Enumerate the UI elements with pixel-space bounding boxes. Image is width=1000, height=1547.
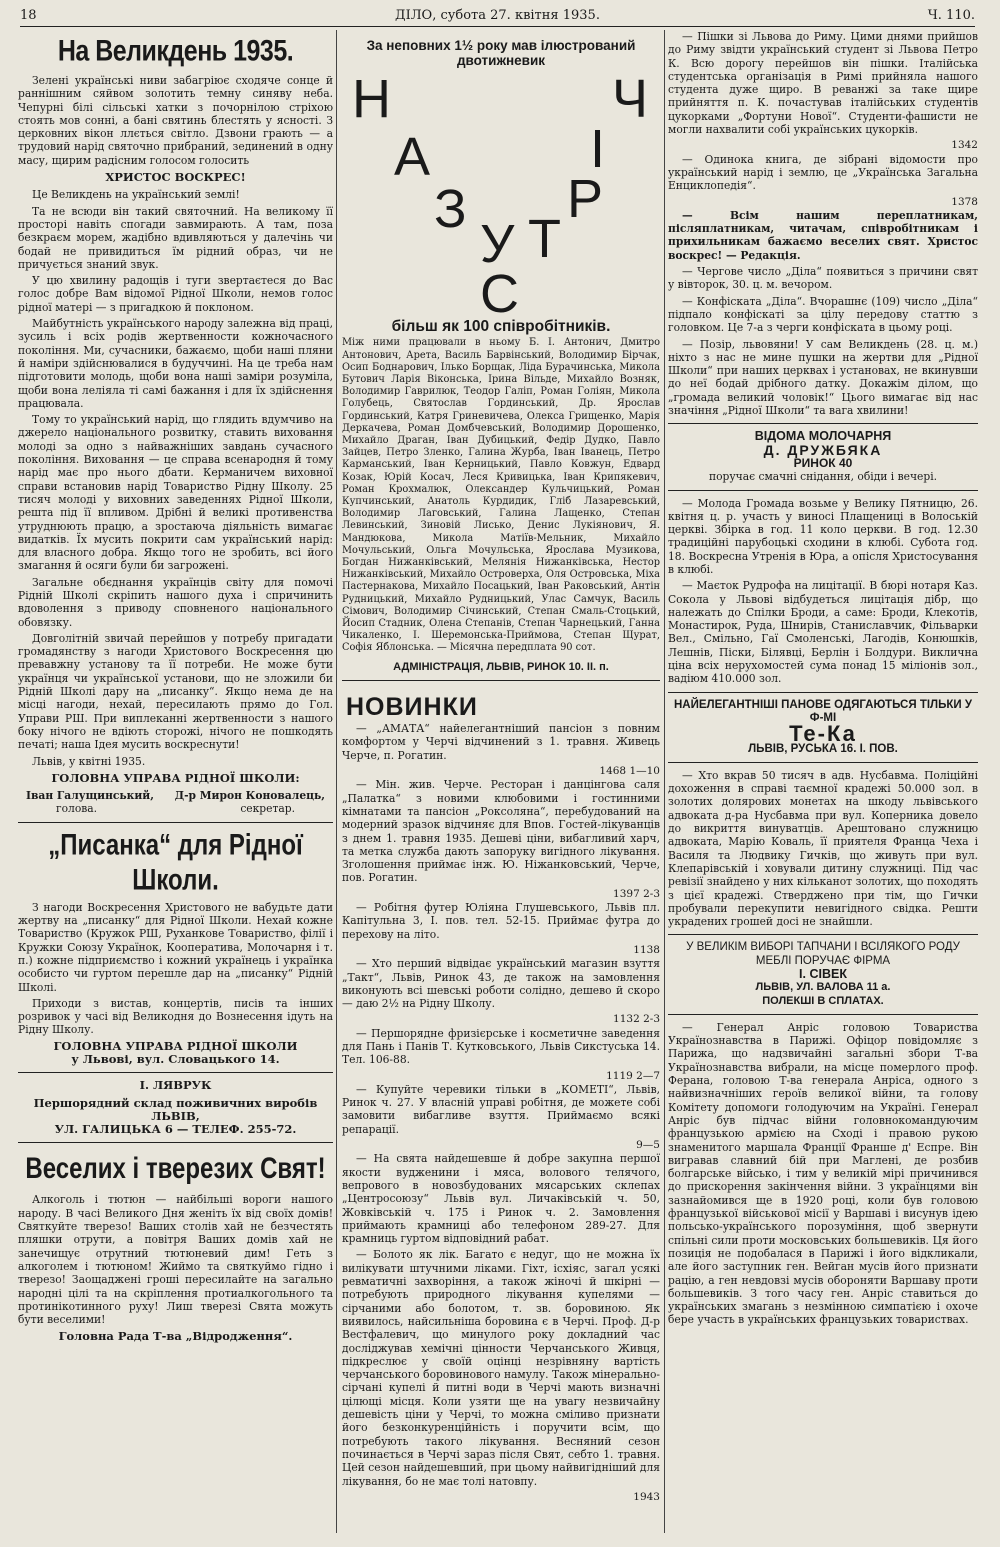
title-letter: Ч [612,69,648,129]
paragraph: Тому то український нарід, що глядить вдумчиво на джерело національного розвитку, ставить виховання молоді за одно з найважніших завдань сучасного покоління. Виховання — це справа всенародня й тому нарід має про нього дбати. Керманичем виховної справи встановив нарід Товариство Рідну Школу. 25 тисяч молоді у виховних заведеннях Рідної Школи, решта під її впливом. Дрібні й великі противенства утруднюють працю, а зростаюча діяльність вимагає видатків. Їх мусить покрити сам український нарід: для власного добра. Якщо того не зробить, всі його змагання й осяги були би загрожені. [18,413,333,573]
signature-name: Д-р Мирон Коновалець, [174,789,325,803]
section-rule [18,822,333,823]
news-item: — Хто перший відвідає український магазин взуття „Такт“, Львів, Ринок 43, де також на замовлення виконують всі шевські роботи солідно, дешево й скоро — даю 2½ на Рідну Школу. [342,957,660,1011]
title-letter: А [394,127,431,187]
paragraph: Майбутність українського народу залежна від праці, зусиль і всіх родів жертвенности кожночасного покоління. Ми, сучасники, бажаємо, щоби наші пляни й наміри здійснювалися в будуччині. На це треба нам підготовити молодь, щоби вона наші заміри розуміла, щоби вона леліяла ті самі бажання і для їх здійснення працювала. [18,317,333,410]
column-right [668,30,978,1535]
ad-code: 1397 2-3 [613,887,660,900]
pysanka-headline: „Писанка“ для Рідної Школи. [48,827,303,897]
section-rule [668,934,978,935]
signature-line: ГОЛОВНА УПРАВА РІДНОЇ ШКОЛИ [53,1038,298,1053]
ad-code: 1132 2-3 [613,1013,660,1026]
news-item: — Молода Громада возьме у Велику Пятницю, 26. квітня ц. р. участь у виносі Плащениці в Волоській церкві. Збірка в год. 11 коло церкви. В год. 12.30 традиційні парубоцькі сходини в клюбі. Субота год. 18. Воскресна Утренія в Юра, а опісля Христосування в клюбі. [668,496,978,576]
signature-role: секретар. [240,802,295,816]
paragraph: Приходи з вистав, концертів, писів та інших розривок у часі від Великодня до Вознесення ідуть на Рідну Школу. [18,996,333,1037]
news-item: — Генерал Анріс головою Товариства Українознавства в Парижі. Офіцор повідомляє з Парижа, що надзвичайні загальні збори Т-ва Українознавства вибрали, на місце померлого проф. Ферана, головою Т-ва генерала Анріса, одного з найвизначніших героїв великої війни, та голову Комітету допомоги голодуючим на Україні. Генерал Анріс був підчас війни головнокомандуючим французькою армією на Сході і правою рукою знаменитого маршала Франції Франше д' Еспре. Він вигравав славний бій при Маглені, де розбив болгарське військо, і тим у великій мірі причинився до прискорення закінчення війни. З українцями він зазнайомився ще в 1920 році, коли був головою французької військової місії у Варшаві і висунув ідею польсько-українського порозуміння, щоб звернути спільні сили проти московських большевиків. Ця його позиція не подобалася в Парижі і його відкликали, але його заступник ген. Вейган мусів його признати рацію, а ген невдовзі мусів обороняти Варшаву проти большевиків. З того часу ген. Анріс ставиться до українських змагань з незмінною симпатією і охоче бере участь в українських французьких товариствах. [668,1020,978,1327]
section-rule [18,1142,333,1143]
signatures [26,789,325,802]
signature-line: у Львові, вул. Словацького 14. [71,1052,280,1066]
page-number: 18 [20,8,37,23]
ad-dairy-name: Д. ДРУЖБЯКА [763,441,883,458]
news-item: — Позір, львовяни! У сам Великдень (28. ц. м.) ніхто з нас не мине пушки на жертви для „Рідної Школи“ при наших церквах і установах, не вкинувши до неї бодай дрібного датку. Докажім ділом, що „громада великий чоловік!“ Цього вимагає від нас значіння „Рідної Школи“ та вага хвилини! [668,337,978,418]
ad-lavruk-name: І. ЛЯВРУК [139,1078,212,1093]
ad-furniture-terms: ПОЛЕКШІ В СПЛАТАХ. [762,994,884,1007]
title-letter: Н [352,69,391,129]
ad-code: 9—5 [636,1139,660,1152]
ad-code: 1138 [633,943,660,956]
column-divider [336,30,337,1533]
ad-teka-line: НАЙЕЛЕГАНТНІШІ ПАНОВЕ ОДЯГАЮТЬСЯ ТІЛЬКИ У Ф-МІ [673,698,973,724]
title-letter: І [590,119,606,179]
news-item: — „АМАТА“ найелегантніший пансіон з повним комфортом у Черчі відчинений з 1. травня. Живець Черче, п. Рогатин. [342,722,660,762]
ad-dairy-offer: поручає смачні снідання, обіди і вечері. [708,470,938,484]
news-item: — Конфіската „Діла“. Вчорашнє (109) число „Діла“ підпало конфіскаті за цілу передову статтю з головком. Це 7-а з черги конфіската в цьому році. [668,294,978,335]
easter-headline: На Великдень 1935. [57,34,294,68]
title-letter: З [434,179,467,239]
news-item: — Хто вкрав 50 тисяч в адв. Нусбавма. Поліційні дохоження в справі таємної крадежі 50.000 зол. в золотих долярових монетах на шкоду львівського адвоката д-ра Нусбавма при вул. Коперника довело до викриття винуватців. Арештовано служницю адвоката, Марію Коваль, її приятеля Франца Чеха і Василя та Людвику Гичків, що живуть при вул. Клепарівській і ховували дитину служниці. Під час ревізії знайдено у них кільканот золотих, що походять з цієї крадежі. Стверджено при тім, що Гички пробували перекупити невигідного свідка. Решти украдених грошей досі не знайшли. [668,768,978,929]
news-item: — Болото як лік. Багато є недуг, що не можна їх вилікувати штучними ліками. Гіхт, ісхіяс, загал усякі ревматичні захворіння, а також жіночі й шкірні — потребують природного лікування купелями — сірчаними або болотом, т. зв. боровиною. Як виявилось, найсильніша боровина є в Черчі. Проф. Д-р Вестфалевич, що минулого року докладний час досліджував хемічні цінности Черчанського Живця, підкреслює у своїй оцінці незрівняну вартість черчанського боровинового намулу. Також мінерально-сірчані купелі й питні води в Черчі мають визначні цілющі місця. Коли узяти ще на увагу незвичайну дешевість ціни у Черчі, то можна сміливо признати його безконкуренційність і поручити всім, що потребують такого лікування. Весняний сезон починається в Черчі зараз після Свят, себто 1. травня. Цей сезон найдешевший, при цьому найвигідніший для лікування, бо не має толі натовпу. [342,1248,660,1488]
title-letter: Р [567,169,604,229]
news-item: — На свята найдешевше й добре закупна першої якости вудженини і мяса, волового телячого, вепрового в новозбудованих мясарських склепах „Центросоюзу“ Львів вул. Личаківській ч. 50, Жовківській ч. 175 і Ринок ч. 2. Замовлення приймають крамниці або телефоном 289-27. Для крамниць гуртом відповідний рабат. [342,1152,660,1246]
news-item: — Чергове число „Діла“ появиться з причини свят у вівторок, 30. ц. м. вечором. [668,265,978,292]
ad-lavruk-desc: Першорядний склад поживичних виробів [33,1095,318,1110]
ad-furniture-address: ЛЬВІВ, УЛ. ВАЛОВА 11 а. [755,981,891,994]
news-item: — Першорядне фризієрське і косметичне заведення для Пань і Панів Т. Кутковського, Львів Сикстуська 14. Тел. 106-88. [342,1026,660,1067]
nazustrich-ad-heading: За неповних 1½ року мав ілюстрований двотижневик [366,38,636,68]
title-letter: Т [528,209,561,269]
section-rule [668,490,978,491]
ad-dairy-line: ВІДОМА МОЛОЧАРНЯ [754,429,892,444]
section-rule [342,680,660,681]
paragraph: Алкоголь і тютюн — найбільші вороги нашого народу. В часі Великого Дня женіть їх від своїх домів! Святкуйте тверезо! Ваших столів хай не безчестять пляшки отрути, а повітря Ваших домів хай не занечищує отрутний тютюневий дим! Геть з алкоголем і тютюном! Жиймо та святкуймо гідно і тверезо! Заощаджені гроші пересилайте на загально народні цілі та на скріплення протиалкогольного та протинікотинного руху! Лиш тверезі Свята можуть бути веселими! [18,1193,333,1327]
ad-lavruk-address: УЛ. ГАЛИЦЬКА 6 — ТЕЛЕФ. 255-72. [54,1122,297,1137]
section-rule [668,423,978,424]
ad-code: 1943 [633,1490,660,1503]
section-rule [668,762,978,763]
administration-address: АДМІНІСТРАЦІЯ, ЛЬВІВ, РИНОК 10. II. п. [393,660,609,673]
ad-code: 1342 [951,139,978,152]
ad-code: 1119 2—7 [606,1069,660,1082]
page-header [20,0,975,27]
nazustrich-subheading: більш як 100 співробітників. [391,318,611,335]
paragraph: Зелені українські ниви забагріює сходяче сонце й раннішним сяйвом золотить темну синяву неба. Чепурні білі сільські хатки з почорнілою стріхою стоять мов сонні, а бані святинь блестять у ясності. З церковних вікон ллється світло. Дзвони грають — а трудовий нарід святочно прибраний, зединений в одну масу, щирим радісним голосом голосить [18,74,333,167]
contributor-list: Між ними працювали в ньому Б. І. Антонич, Дмитро Антонович, Арета, Василь Барвінський, Володимир Бірчак, Осип Боднарович, Ілько Борщак, Ліда Бурачинська, Микола Бутович Ларія Віконська, Ірина Вільде, Михайло Возняк, Володимир Гаврилюк, Теодор Галіп, Роман Голіян, Микола Голубець, Святослав Гординський, Др. Ярослав Гординський, Катря Гриневичева, Олекса Грищенко, Марія Деркачева, Роман Домбчевський, Володимир Дорошенко, Михайло Драган, Іван Дубицький, Федір Дудко, Павло Зайцев, Петро Зленко, Галина Журба, Іван Іванець, Петро Карманський, Іван Керницький, Павло Ковжун, Едвард Козак, Юрій Косач, Леся Кривицька, Іван Крипякевич, Роман Крохмалюк, Олександер Кульчицький, Роман Купчинський, Анатоль Курдидик, Гліб Лазаревський, Володимир Лаговський, Галина Лащенко, Степан Левинський, Зиновій Лисько, Денис Лукіянович, Я. Мандюкова, Микола Матіїв-Мельник, Михайло Мочульський, Ольга Мочульська, Ярослава Музикова, Богдан Нижанківський, Мелянія Нижанківська, Нестор Нижанківський, Михайло Островерха, Оля Островська, Міха Пастернакова, Михайло Посацький, Іван Раковський, Антін Рудницький, Михайло Рудницький, Улас Самчук, Василь Сімович, Володимир Січинський, Степан Смаль-Стоцький, Йосип Стадник, Олена Степанів, Степан Чарнецький, Ганна Чикаленко, І. Шеремонська-Приймова, Степан Щурат, Софія Яблонська. — Місячна передплата 90 сот. [342,337,660,654]
paragraph: З нагоди Воскресення Христового не вабудьте дати жертву на „писанку“ для Рідної Школи. Нехай кожне Товариство (Кружок РШ, Руханкове Товариство, філії і Кружки Союзу Українок, Кооператива, Молочарня і т. п.) кожне підприємство і кожний українець і українка особисто чи гуртом перешле дар на „писанку“ Рідній Школі. [18,900,333,994]
ad-teka-name: Те-Ка [789,721,857,747]
section-rule [18,1072,333,1073]
sober-headline: Веселих і тверезих Свят! [25,1151,326,1186]
column-left [18,30,333,1535]
news-item: — Маєток Рудрофа на лицітації. В бюрі нотаря Каз. Сокола у Львові відбудеться лицітація дібр, що належать до Спілки Броди, а саме: Броди, Клекотів, Монастирок, Руда, Шнирів, Станиславчик, Фільварки Вел., Смільно, Гаї Смоленські, Лагодів, Конюшків, Лешнів, Піски, Білявці, Берлін і Болдури. Виклична ціна всіх нерухомостей сума понад 15 міліонів зол., вадіюм 410.000 зол. [668,579,978,686]
ad-code: 1468 1—10 [599,765,660,778]
title-letter: У [480,214,515,274]
signature-role: голова. [56,802,98,816]
signature-name: Іван Галущинський, [26,789,154,803]
news-item: — Одинока книга, де зібрані відомости про український нарід і землю, це „Українська Загальна Енциклопедія“. [668,152,978,193]
masthead-line: ДІЛО, субота 27. квітня 1935. [395,8,600,23]
paragraph: Загальне обєднання українців світу для помочі Рідній Школі скріпить нашого духа і спричинить вдоволення з приводу сповненого національного обовязку. [18,575,333,629]
dateline: Львів, у квітні 1935. [32,754,146,768]
signature-roles [26,802,325,815]
ad-lavruk-city: ЛЬВІВ, [151,1108,200,1123]
issue-number: Ч. 110. [927,8,975,23]
nazustrich-title-letters [342,69,660,324]
ad-dairy-address: РИНОК 40 [793,455,853,470]
news-item: — Купуйте черевики тільки в „КОМЕТІ“, Львів, Ринок ч. 27. У власній управі робітня, де можете собі замовити вибагливе взуття. Приймаємо всякі репарації. [342,1082,660,1136]
news-item: — Пішки зі Львова до Риму. Цими днями прийшов до Риму звідти український студент зі Львова Петро К. Всю дорогу перейшов він пішки. Італійська студентська організація в Римі прийняла нашого студента дуже щиро. В реванжі за таке щире прийняття п. К. почастував італійських студентів цукорками „Фортуни Нової“. Студенти-фашисти не могли нахвалити собі українських цукорків. [668,30,978,137]
sober-signature: Головна Рада Т-ва „Відродження“. [58,1329,293,1344]
ad-code: 1378 [951,195,978,208]
paragraph: Та не всюди він такий святочний. На великому її просторі навіть спогади завмирають. А там, поза безкраєм морем, жадібно вдивляються у далечінь чи бодай не привидиться їм рідний образ, чи не причується знаний звук. [18,204,333,271]
section-rule [668,1014,978,1015]
column-divider [664,30,665,1533]
news-item: — Всім нашим переплатникам, післяплатникам, читачам, співробітникам і прихильникам бажаємо веселих свят. Христос воскрес! — Редакція. [668,208,978,262]
column-middle [342,30,660,1535]
paragraph: У цю хвилину радощів і туги звертаєтеся до Вас голос добре Вам відомої Рідної Школи, немов голос рідної матері — з пригадкою й поклоном. [18,274,333,314]
news-item: — Мін. жив. Черче. Ресторан і данцінгова саля „Палатка“ з новими клюбовими і гостинними кімнатами та пансіон „Роксоляна“, перебудований на модерний зразок відчиняє для Впов. Гостей-лікуванців з днем 1. травня 1935. Дешеві ціни, вибагливий харч, та метка служба дають запоруку вигідного лікування. Зголошення приймає інж. Ю. Ніжанковський, Черче, пов. Рогатин. [342,778,660,885]
news-item: — Робітня футер Юліяна Глушевського, Львів пл. Капітульна 3, І. пов. тел. 52-15. Приймає футра до перехову на літо. [342,901,660,941]
title-letter: С [480,264,519,324]
ad-furniture-line: У ВЕЛИКІМ ВИБОРІ ТАПЧАНИ І ВСІЛЯКОГО РОДУ МЕБЛІ ПОРУЧАЄ ФІРМА [686,941,960,967]
board-heading: ГОЛОВНА УПРАВА РІДНОЇ ШКОЛИ: [51,770,300,785]
ad-furniture-name: І. СІВЕК [799,967,847,981]
paragraph: Це Великдень на український землі! [32,188,240,202]
novynky-heading: НОВИНКИ [346,692,478,721]
paragraph: Довголітній звичай перейшов у потребу пригадати громадянству з нагоди Христового Воскресення цю превавжну установу та її потреби. Не може бути українця чи української установи, що не зложили би Рідній Школі дару на „писанку“. Якщо нема де на місці нагоди, нехай, пересилають прямо до Гол. Управи РШ. При виплеканні жертвенности з нашого боку нічого не вдіють сторожі, нічого не пошкодять печаті; наша Ідея мусить воскреснути! [18,631,333,752]
ad-teka-address: ЛЬВІВ, РУСЬКА 16. І. ПОВ. [748,742,898,755]
section-rule [668,692,978,693]
christ-risen-heading: ХРИСТОС ВОСКРЕС! [105,170,246,185]
